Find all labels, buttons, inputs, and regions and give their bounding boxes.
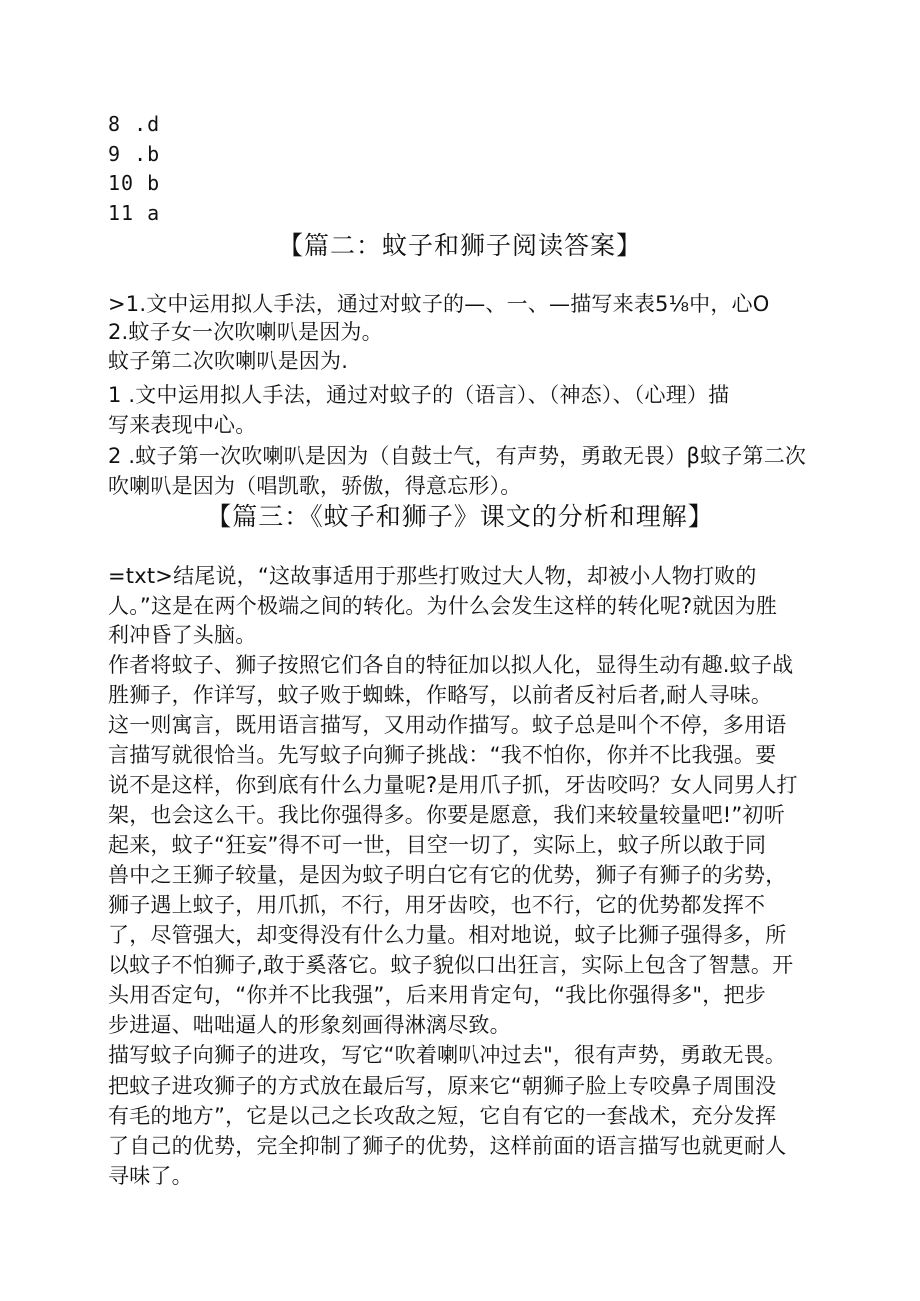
- section2-line: 吹喇叭是因为（唱凯歌，骄傲，得意忘形）。: [108, 474, 522, 498]
- section3-line: 这一则寓言，既用语言描写，又用动作描写。蚊子总是叫个不停，多用语: [108, 713, 787, 737]
- section2-line: 2 .蚊子第一次吹喇叭是因为（自鼓士气，有声势，勇敢无畏）β蚊子第二次: [108, 444, 807, 468]
- section2-line: 蚊子第二次吹喇叭是因为.: [108, 349, 349, 373]
- section3-line: 起来，蚊子“狂妄”得不可一世，目空一切了，实际上，蚊子所以敢于同: [108, 833, 767, 857]
- section3-line: 利冲昏了头脑。: [108, 623, 257, 647]
- section3-line: 步进逼、咄咄逼人的形象刻画得淋漓尽致。: [108, 1013, 511, 1037]
- answer-item: 11 a: [108, 201, 161, 225]
- section2-line: 2.蚊子女一次吹喇叭是因为。: [108, 320, 383, 344]
- section3-line: 以蚊子不怕狮子,敢于奚落它。蚊子貌似口出狂言，实际上包含了智慧。开: [108, 953, 794, 977]
- section3-line: 作者将蚊子、狮子按照它们各自的特征加以拟人化，显得生动有趣.蚊子战: [108, 653, 794, 677]
- section2-line: 写来表现中心。: [108, 413, 257, 437]
- section3-line: 寻味了。: [108, 1164, 193, 1188]
- section2-line: >1.文中运用拟人手法，通过对蚊子的—、一、—描写来表5⅛中，心O: [108, 292, 770, 316]
- section3-line: 兽中之王狮子较量，是因为蚊子明白它有它的优势，狮子有狮子的劣势，: [108, 863, 787, 887]
- section3-line: 了自己的优势，完全抑制了狮子的优势，这样前面的语言描写也就更耐人: [108, 1134, 787, 1158]
- section3-line: 把蚊子进攻狮子的方式放在最后写，原来它“朝狮子脸上专咬鼻子周围没: [108, 1074, 777, 1098]
- section3-line: =txt>结尾说，“这故事适用于那些打败过大人物，却被小人物打败的: [108, 564, 757, 588]
- answer-item: 10 b: [108, 171, 161, 195]
- section3-heading: 【篇三：《蚊子和狮子》课文的分析和理解】: [206, 502, 714, 531]
- section3-line: 头用否定句，“你并不比我强”，后来用肯定句，“我比你强得多"，把步: [108, 983, 766, 1007]
- section3-line: 有毛的地方”，它是以己之长攻敌之短，它自有它的一套战术，充分发挥: [108, 1104, 777, 1128]
- section3-line: 了，尽管强大，却变得没有什么力量。相对地说，蚊子比狮子强得多，所: [108, 923, 787, 947]
- section3-line: 描写蚊子向狮子的进攻，写它“吹着喇叭冲过去"，很有声势，勇敢无畏。: [108, 1043, 787, 1067]
- section3-line: 言描写就很恰当。先写蚊子向狮子挑战：“我不怕你，你并不比我强。要: [108, 743, 777, 767]
- section3-line: 说不是这样，你到底有什么力量呢?是用爪子抓，牙齿咬吗？女人同男人打: [108, 773, 798, 797]
- answer-item: 8 .d: [108, 112, 161, 136]
- answer-item: 9 .b: [108, 142, 161, 166]
- section3-line: 胜狮子，作详写，蚊子败于蜘蛛，作略写，以前者反衬后者,耐人寻味。: [108, 683, 773, 707]
- section3-line: 架，也会这么干。我比你强得多。你要是愿意，我们来较量较量吧!”初听: [108, 803, 785, 827]
- section2-heading: 【篇二：蚊子和狮子阅读答案】: [277, 231, 642, 260]
- section2-line: 1 .文中运用拟人手法，通过对蚊子的（语言）、（神态）、（心理）描: [108, 383, 730, 407]
- section3-line: 狮子遇上蚊子，用爪抓，不行，用牙齿咬，也不行，它的优势都发挥不: [108, 893, 766, 917]
- section3-line: 人。”这是在两个极端之间的转化。为什么会发生这样的转化呢?就因为胜: [108, 594, 778, 618]
